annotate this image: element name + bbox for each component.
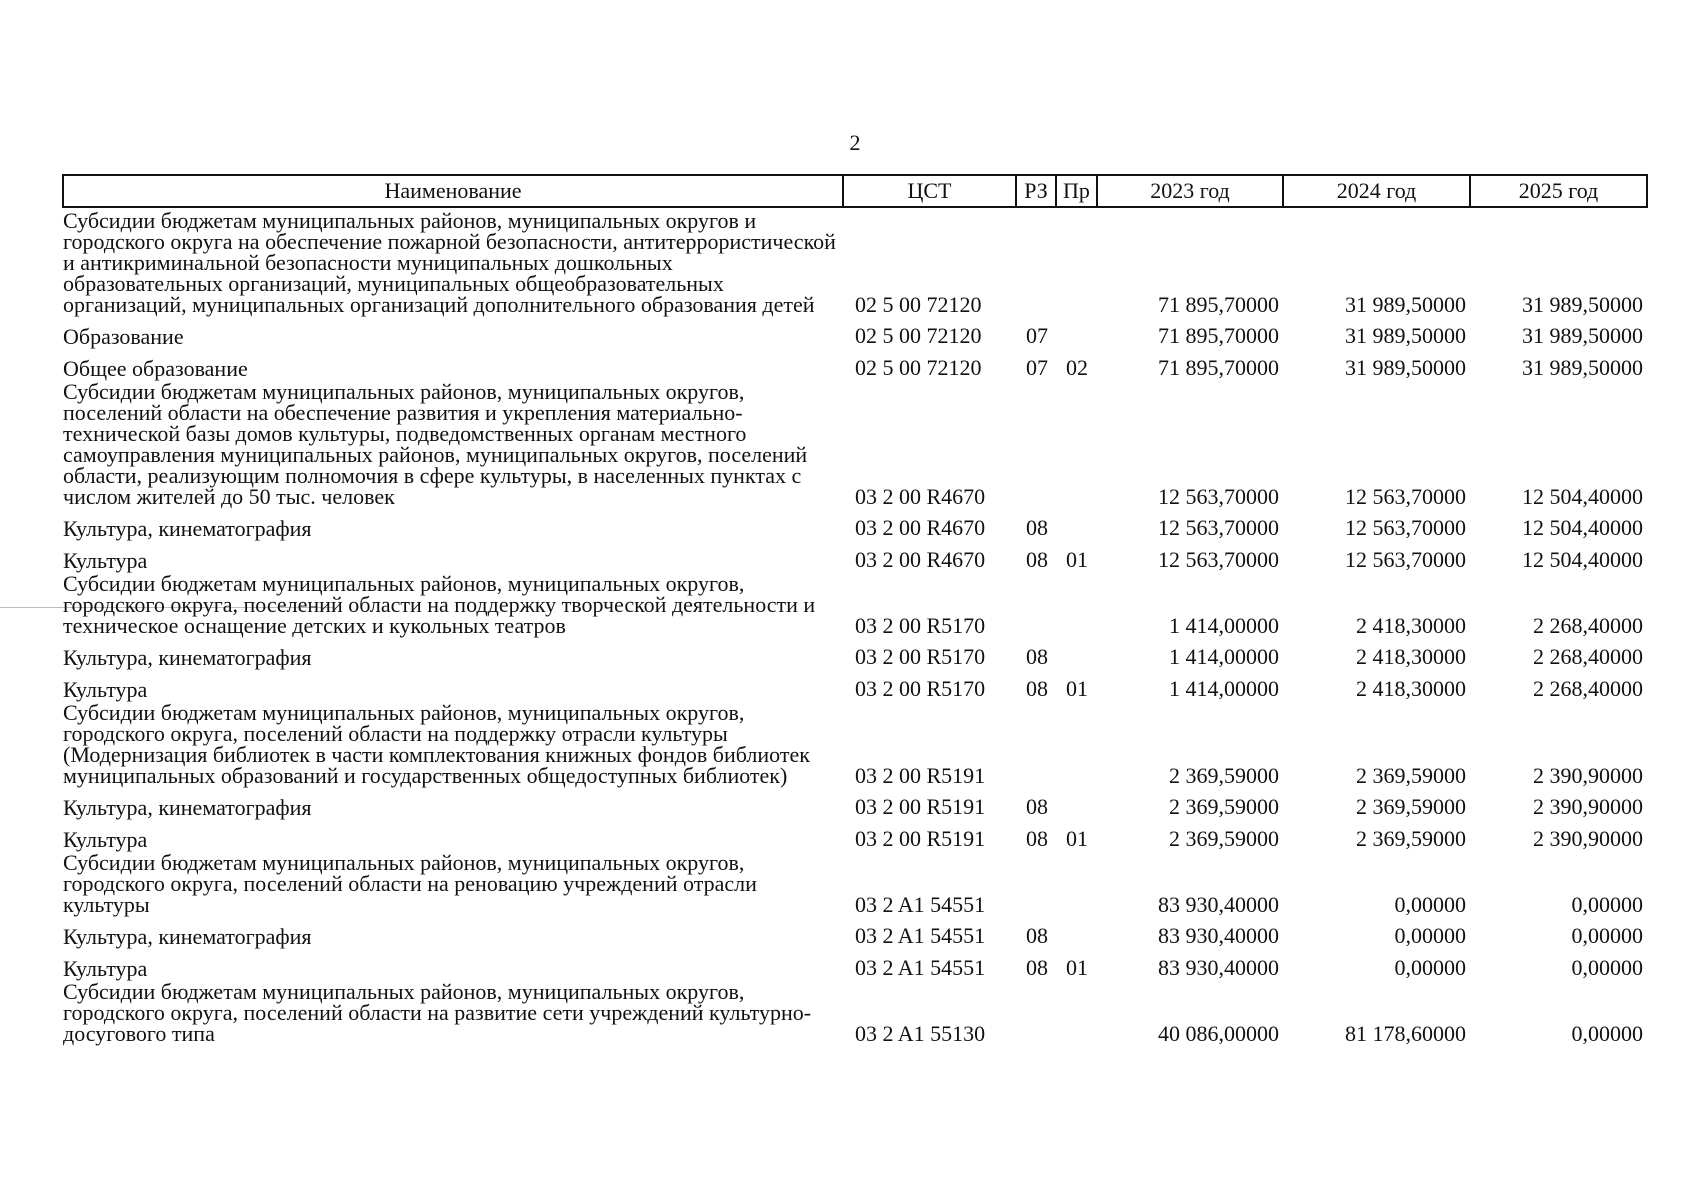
table-row [63, 379, 1647, 507]
row-2024: 2 369,59000 [1356, 826, 1466, 851]
row-name: Культура [63, 548, 148, 573]
row-name: Культура, кинематография [63, 924, 312, 949]
row-rz [1016, 850, 1056, 915]
row-2024: 0,00000 [1394, 923, 1466, 948]
row-2024: 0,00000 [1394, 892, 1466, 917]
table-header [63, 175, 1647, 207]
row-name: Субсидии бюджетам муниципальных районов, муниципальных округов, городского округа, поселений области на поддержку творческой деятельности и техническое оснащение детских и кукольных театров [63, 571, 816, 638]
row-2024: 31 989,50000 [1345, 323, 1466, 348]
row-2024: 0,00000 [1394, 955, 1466, 980]
row-2023: 2 369,59000 [1169, 794, 1279, 819]
row-cst: 02 5 00 72120 [855, 355, 982, 380]
row-name: Культура [63, 956, 148, 981]
row-cst: 02 5 00 72120 [855, 292, 982, 317]
row-2024: 12 563,70000 [1345, 484, 1466, 509]
row-2025: 31 989,50000 [1522, 323, 1643, 348]
row-2024: 2 418,30000 [1356, 613, 1466, 638]
row-name: Культура, кинематография [63, 795, 312, 820]
row-cst: 03 2 00 R5170 [855, 613, 986, 638]
row-2023: 2 369,59000 [1169, 763, 1279, 788]
header-2024: 2024 год [1283, 175, 1470, 207]
row-2024: 12 563,70000 [1345, 515, 1466, 540]
row-rz: 08 [1026, 923, 1048, 948]
header-name: Наименование [63, 175, 843, 207]
table-row [63, 507, 1647, 539]
row-cst: 03 2 00 R5170 [855, 676, 986, 701]
row-2023: 2 369,59000 [1169, 826, 1279, 851]
row-pr [1056, 379, 1097, 507]
table-row [63, 979, 1647, 1044]
row-2023: 12 563,70000 [1158, 547, 1279, 572]
row-rz: 08 [1026, 676, 1048, 701]
row-2025: 31 989,50000 [1522, 355, 1643, 380]
table-row [63, 315, 1647, 347]
row-pr [1056, 700, 1097, 786]
table-row [63, 700, 1647, 786]
row-rz: 07 [1026, 323, 1048, 348]
row-pr [1056, 507, 1097, 539]
row-2023: 83 930,40000 [1158, 892, 1279, 917]
row-name: Культура, кинематография [63, 645, 312, 670]
row-2024: 2 418,30000 [1356, 676, 1466, 701]
row-name: Субсидии бюджетам муниципальных районов, муниципальных округов, городского округа, поселений области на поддержку отрасли культуры (Модернизация библиотек в части комплектования книжных фондов библиотек муниципальных образований и государственных общедоступных библиотек) [63, 700, 810, 788]
row-2024: 2 418,30000 [1356, 644, 1466, 669]
row-cst: 03 2 00 R4670 [855, 515, 986, 540]
table-row [63, 207, 1647, 315]
row-2024: 81 178,60000 [1345, 1021, 1466, 1046]
row-2024: 2 369,59000 [1356, 794, 1466, 819]
row-pr [1056, 979, 1097, 1044]
row-pr [1056, 315, 1097, 347]
table-body [63, 207, 1647, 1044]
row-2023: 1 414,00000 [1169, 613, 1279, 638]
table-row [63, 347, 1647, 379]
table-row [63, 571, 1647, 636]
row-2025: 12 504,40000 [1522, 547, 1643, 572]
row-name: Субсидии бюджетам муниципальных районов, муниципальных округов, городского округа, поселений области на развитие сети учреждений культурно-досугового типа [63, 979, 812, 1046]
row-pr: 01 [1066, 547, 1088, 572]
row-name: Субсидии бюджетам муниципальных районов, муниципальных округов, поселений области на обеспечение развития и укрепления материально-технической базы домов культуры, подведомственных органам местного самоуправления муниципальных районов, муниципальных округов, поселений области, реализующим полномочия в сфере культуры, в населенных пунктах с числом жителей до 50 тыс. человек [63, 379, 808, 509]
row-rz: 08 [1026, 644, 1048, 669]
page-number: 2 [849, 130, 861, 155]
row-2023: 71 895,70000 [1158, 292, 1279, 317]
table-row [63, 539, 1647, 571]
row-cst: 03 2 A1 55130 [855, 1021, 986, 1046]
row-cst: 03 2 A1 54551 [855, 923, 986, 948]
row-cst: 03 2 00 R5191 [855, 826, 986, 851]
row-2023: 40 086,00000 [1158, 1021, 1279, 1046]
budget-table [62, 174, 1648, 1044]
row-rz [1016, 700, 1056, 786]
row-2025: 0,00000 [1571, 923, 1643, 948]
row-cst: 03 2 00 R5170 [855, 644, 986, 669]
row-pr: 01 [1066, 955, 1088, 980]
row-name: Культура [63, 827, 148, 852]
row-2025: 2 268,40000 [1533, 644, 1643, 669]
header-cst: ЦСТ [843, 175, 1016, 207]
header-2023: 2023 год [1097, 175, 1283, 207]
row-2025: 0,00000 [1571, 955, 1643, 980]
table-row [63, 786, 1647, 818]
row-rz: 07 [1026, 355, 1048, 380]
row-2024: 31 989,50000 [1345, 292, 1466, 317]
table-row [63, 818, 1647, 850]
row-rz [1016, 207, 1056, 315]
row-pr: 02 [1066, 355, 1088, 380]
row-2023: 71 895,70000 [1158, 323, 1279, 348]
row-2023: 1 414,00000 [1169, 644, 1279, 669]
row-2023: 83 930,40000 [1158, 923, 1279, 948]
row-rz: 08 [1026, 826, 1048, 851]
row-cst: 03 2 00 R4670 [855, 484, 986, 509]
row-name: Общее образование [63, 356, 248, 381]
row-cst: 03 2 A1 54551 [855, 892, 986, 917]
row-2025: 2 390,90000 [1533, 826, 1643, 851]
row-pr [1056, 207, 1097, 315]
row-pr [1056, 636, 1097, 668]
row-2025: 12 504,40000 [1522, 515, 1643, 540]
table-row [63, 947, 1647, 979]
row-2025: 2 268,40000 [1533, 613, 1643, 638]
row-2025: 2 390,90000 [1533, 794, 1643, 819]
row-pr: 01 [1066, 826, 1088, 851]
row-rz: 08 [1026, 794, 1048, 819]
row-2025: 31 989,50000 [1522, 292, 1643, 317]
row-2023: 1 414,00000 [1169, 676, 1279, 701]
row-pr: 01 [1066, 676, 1088, 701]
row-rz: 08 [1026, 955, 1048, 980]
row-2025: 2 268,40000 [1533, 676, 1643, 701]
row-pr [1056, 850, 1097, 915]
row-name: Субсидии бюджетам муниципальных районов, муниципальных округов, городского округа, поселений области на реновацию учреждений отрасли культуры [63, 850, 757, 917]
row-pr [1056, 571, 1097, 636]
row-2024: 2 369,59000 [1356, 763, 1466, 788]
row-2024: 31 989,50000 [1345, 355, 1466, 380]
row-cst: 03 2 00 R5191 [855, 763, 986, 788]
header-row [63, 175, 1647, 207]
row-2025: 0,00000 [1571, 892, 1643, 917]
header-rz: РЗ [1016, 175, 1056, 207]
row-2025: 12 504,40000 [1522, 484, 1643, 509]
table-row [63, 915, 1647, 947]
row-name: Образование [63, 324, 184, 349]
table-row [63, 668, 1647, 700]
header-pr: Пр [1056, 175, 1097, 207]
row-rz: 08 [1026, 547, 1048, 572]
row-rz [1016, 979, 1056, 1044]
row-cst: 03 2 00 R5191 [855, 794, 986, 819]
row-name: Культура [63, 677, 148, 702]
row-name: Субсидии бюджетам муниципальных районов, муниципальных округов и городского округа на обеспечение пожарной безопасности, антитеррористической и антикриминальной безопасности муниципальных дошкольных образовательных организаций, муниципальных общеобразовательных организаций, муниципальных организаций дополнительного образования детей [63, 208, 836, 317]
row-2023: 83 930,40000 [1158, 955, 1279, 980]
row-cst: 03 2 00 R4670 [855, 547, 986, 572]
row-2023: 12 563,70000 [1158, 484, 1279, 509]
table-row [63, 636, 1647, 668]
row-cst: 02 5 00 72120 [855, 323, 982, 348]
row-pr [1056, 786, 1097, 818]
row-2025: 0,00000 [1571, 1021, 1643, 1046]
row-rz: 08 [1026, 515, 1048, 540]
row-rz [1016, 379, 1056, 507]
header-2025: 2025 год [1470, 175, 1647, 207]
table-row [63, 850, 1647, 915]
row-name: Культура, кинематография [63, 516, 312, 541]
row-rz [1016, 571, 1056, 636]
row-cst: 03 2 A1 54551 [855, 955, 986, 980]
row-pr [1056, 915, 1097, 947]
row-2023: 12 563,70000 [1158, 515, 1279, 540]
row-2024: 12 563,70000 [1345, 547, 1466, 572]
row-2023: 71 895,70000 [1158, 355, 1279, 380]
row-2025: 2 390,90000 [1533, 763, 1643, 788]
